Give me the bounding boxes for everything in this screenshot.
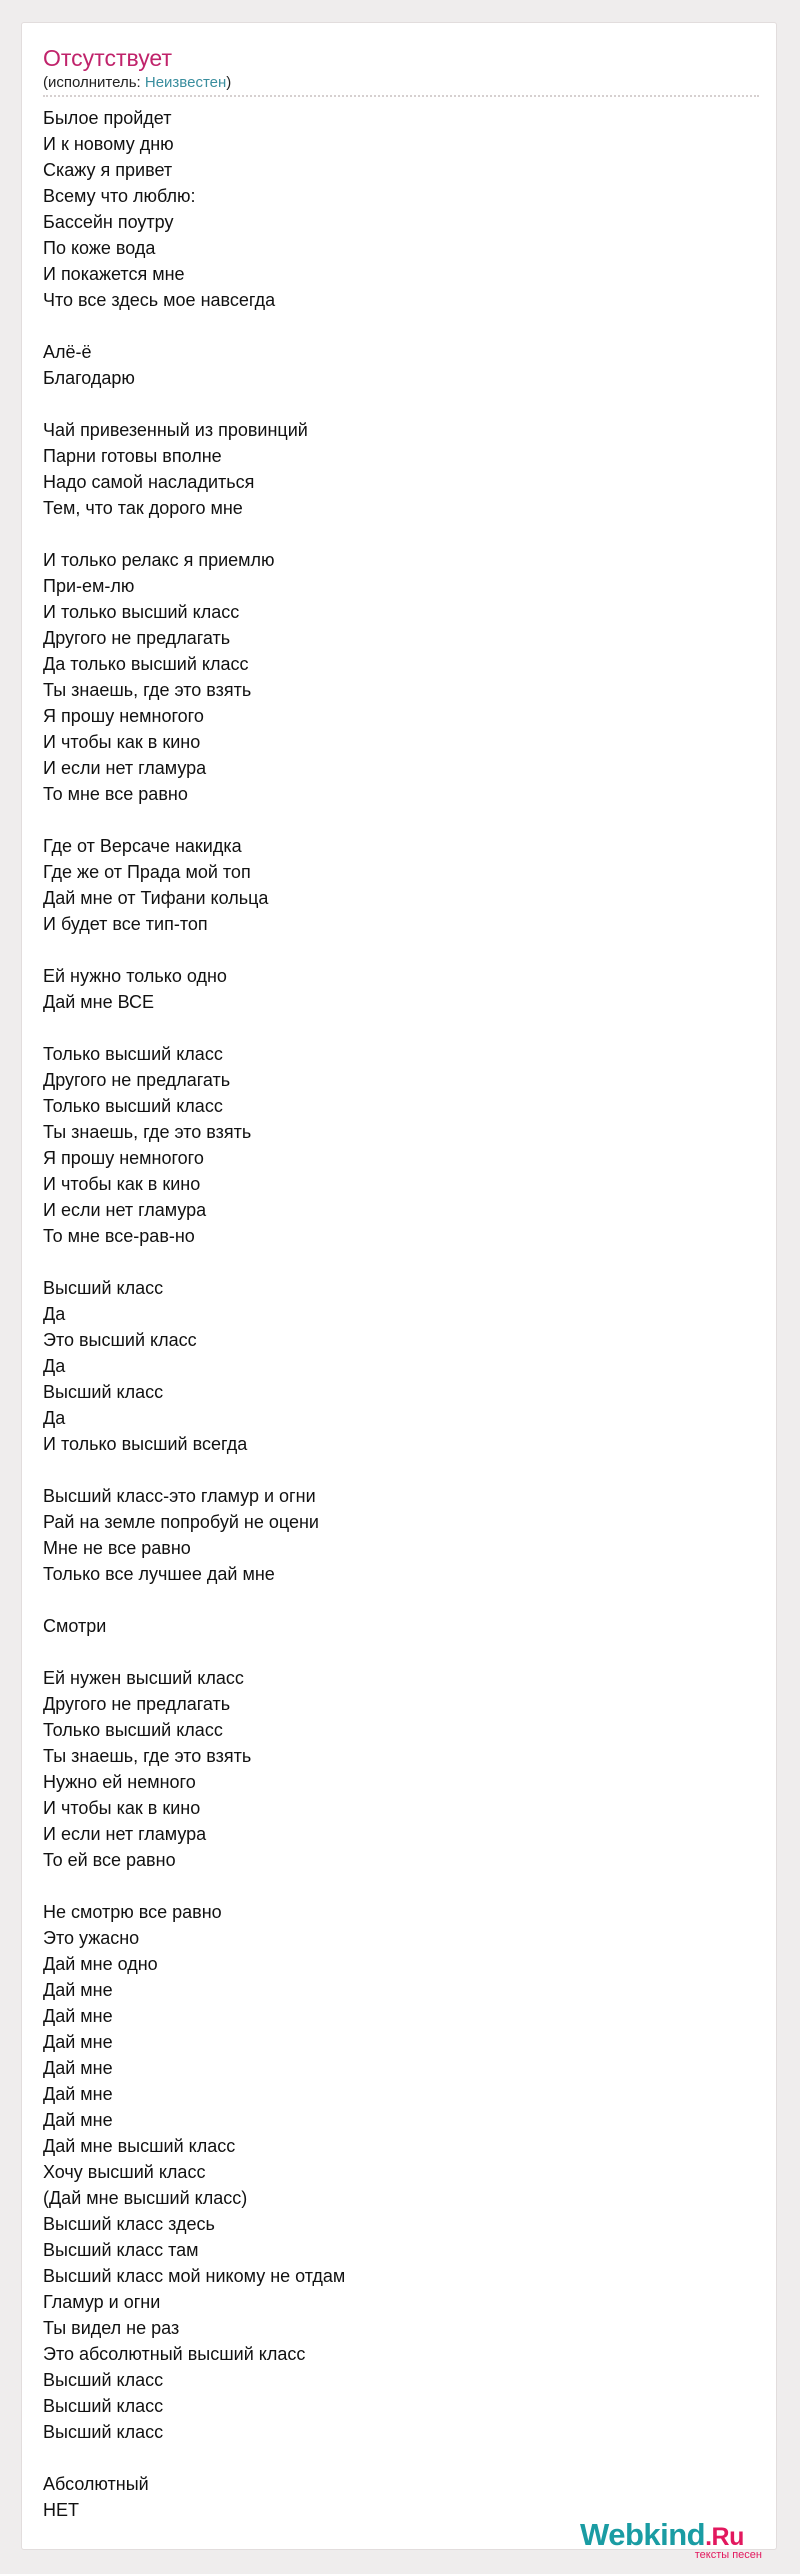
lyrics-line: И если нет гламура [43, 1824, 207, 1844]
lyrics-line: Да [43, 1304, 66, 1324]
song-title: Отсутствует [43, 45, 172, 71]
lyrics-line: Высший класс [43, 2396, 164, 2416]
logo-name: Webkind [580, 2517, 706, 2552]
artist-suffix: ) [226, 74, 232, 91]
lyrics-line: Только высший класс [43, 1044, 223, 1064]
lyrics-line: Я прошу немногого [43, 1148, 204, 1168]
lyrics-line: Высший класс-это гламур и огни [43, 1486, 316, 1506]
lyrics-line: Ты знаешь, где это взять [43, 1122, 252, 1142]
lyrics-line: Дай мне одно [43, 1954, 158, 1974]
lyrics-line: И к новому дню [43, 134, 174, 154]
site-logo[interactable] [580, 2517, 780, 2565]
lyrics-blank-line [43, 1587, 759, 1613]
lyrics-line: (Дай мне высший класс) [43, 2188, 248, 2208]
lyrics-line: Всему что люблю: [43, 186, 196, 206]
lyrics-blank-line [43, 807, 759, 833]
lyrics-blank-line [43, 1015, 759, 1041]
lyrics-line: И только релакс я приемлю [43, 550, 275, 570]
lyrics-line: Хочу высший класс [43, 2162, 206, 2182]
lyrics-line: Дай мне от Тифани кольца [43, 888, 269, 908]
lyrics-line: Былое пройдет [43, 108, 172, 128]
lyrics-line: Мне не все равно [43, 1538, 191, 1558]
lyrics-line: Где от Версаче накидка [43, 836, 242, 856]
lyrics-line: Дай мне [43, 2032, 113, 2052]
lyrics-line: Не смотрю все равно [43, 1902, 222, 1922]
lyrics-line: Тем, что так дорого мне [43, 498, 243, 518]
lyrics-line: Ты знаешь, где это взять [43, 1746, 252, 1766]
lyrics-line: И чтобы как в кино [43, 732, 201, 752]
lyrics-line: То ей все равно [43, 1850, 176, 1870]
lyrics-line: Ты видел не раз [43, 2318, 180, 2338]
lyrics-line: Это ужасно [43, 1928, 140, 1948]
lyrics-line: Рай на земле попробуй не оцени [43, 1512, 319, 1532]
lyrics-blank-line [43, 391, 759, 417]
lyrics-line: Скажу я привет [43, 160, 173, 180]
lyrics-line: При-ем-лю [43, 576, 135, 596]
lyrics-line: И чтобы как в кино [43, 1174, 201, 1194]
lyrics-line: Только высший класс [43, 1720, 223, 1740]
title-divider [43, 95, 759, 97]
lyrics-line: Ей нужен высший класс [43, 1668, 244, 1688]
lyrics-line: Нужно ей немного [43, 1772, 196, 1792]
lyrics-blank-line [43, 1249, 759, 1275]
lyrics-blank-line [43, 313, 759, 339]
logo-tagline: тексты песен [694, 2549, 762, 2561]
lyrics-blank-line [43, 1639, 759, 1665]
lyrics-line: И будет все тип-топ [43, 914, 208, 934]
lyrics-blank-line [43, 521, 759, 547]
lyrics-line: И только высший всегда [43, 1434, 248, 1454]
lyrics-line: Я прошу немногого [43, 706, 204, 726]
lyrics-line: Парни готовы вполне [43, 446, 222, 466]
lyrics-line: Высший класс [43, 2370, 164, 2390]
lyrics-line: Только все лучшее дай мне [43, 1564, 275, 1584]
lyrics-line: Что все здесь мое навсегда [43, 290, 276, 310]
artist-prefix: (исполнитель: [43, 74, 145, 91]
lyrics-line: Другого не предлагать [43, 1070, 231, 1090]
lyrics-line: Надо самой насладиться [43, 472, 255, 492]
lyrics-line: Дай мне [43, 2084, 113, 2104]
lyrics-line: Дай мне [43, 2006, 113, 2026]
lyrics-line: Высший класс мой никому не отдам [43, 2266, 346, 2286]
lyrics-line: По коже вода [43, 238, 156, 258]
lyrics-line: Бассейн поутру [43, 212, 174, 232]
lyrics-line: Благодарю [43, 368, 135, 388]
lyrics-line: Ты знаешь, где это взять [43, 680, 252, 700]
lyrics-line: И если нет гламура [43, 1200, 207, 1220]
lyrics-line: Другого не предлагать [43, 1694, 231, 1714]
lyrics-line: Чай привезенный из провинций [43, 420, 308, 440]
lyrics-line: Алё-ё [43, 342, 92, 362]
logo-suffix: .Ru [705, 2523, 744, 2551]
lyrics-line: Дай мне [43, 1980, 113, 2000]
lyrics-blank-line [43, 1873, 759, 1899]
lyrics-line: Это абсолютный высший класс [43, 2344, 306, 2364]
lyrics-line: Да только высший класс [43, 654, 249, 674]
artist-line [43, 73, 231, 93]
lyrics-line: Высший класс здесь [43, 2214, 215, 2234]
lyrics-line: Да [43, 1356, 66, 1376]
lyrics-line: Высший класс там [43, 2240, 199, 2260]
lyrics-line: Гламур и огни [43, 2292, 161, 2312]
lyrics-card [21, 22, 777, 2561]
lyrics-line: Да [43, 1408, 66, 1428]
lyrics-blank-line [43, 2445, 759, 2471]
artist-link[interactable]: Неизвестен [144, 74, 227, 91]
lyrics-line: Высший класс [43, 1278, 164, 1298]
lyrics-line: И если нет гламура [43, 758, 207, 778]
lyrics-line: Дай мне высший класс [43, 2136, 236, 2156]
lyrics-line: Где же от Прада мой топ [43, 862, 251, 882]
lyrics-line: Высший класс [43, 1382, 164, 1402]
lyrics-line: Дай мне [43, 2110, 113, 2130]
lyrics-line: И покажется мне [43, 264, 185, 284]
lyrics-blank-line [43, 937, 759, 963]
lyrics-line: То мне все-рав-но [43, 1226, 195, 1246]
lyrics-line: И чтобы как в кино [43, 1798, 201, 1818]
lyrics-line: Дай мне ВСЕ [43, 992, 154, 1012]
lyrics-line: Это высший класс [43, 1330, 197, 1350]
lyrics-line: Высший класс [43, 2422, 164, 2442]
lyrics-line: НЕТ [43, 2500, 79, 2520]
lyrics-line: Абсолютный [43, 2474, 149, 2494]
lyrics-line: Только высший класс [43, 1096, 223, 1116]
lyrics-line: И только высший класс [43, 602, 240, 622]
lyrics-text [43, 105, 759, 2523]
lyrics-line: То мне все равно [43, 784, 188, 804]
lyrics-blank-line [43, 1457, 759, 1483]
lyrics-line: Дай мне [43, 2058, 113, 2078]
lyrics-line: Ей нужно только одно [43, 966, 227, 986]
lyrics-line: Другого не предлагать [43, 628, 231, 648]
lyrics-line: Смотри [43, 1616, 107, 1636]
